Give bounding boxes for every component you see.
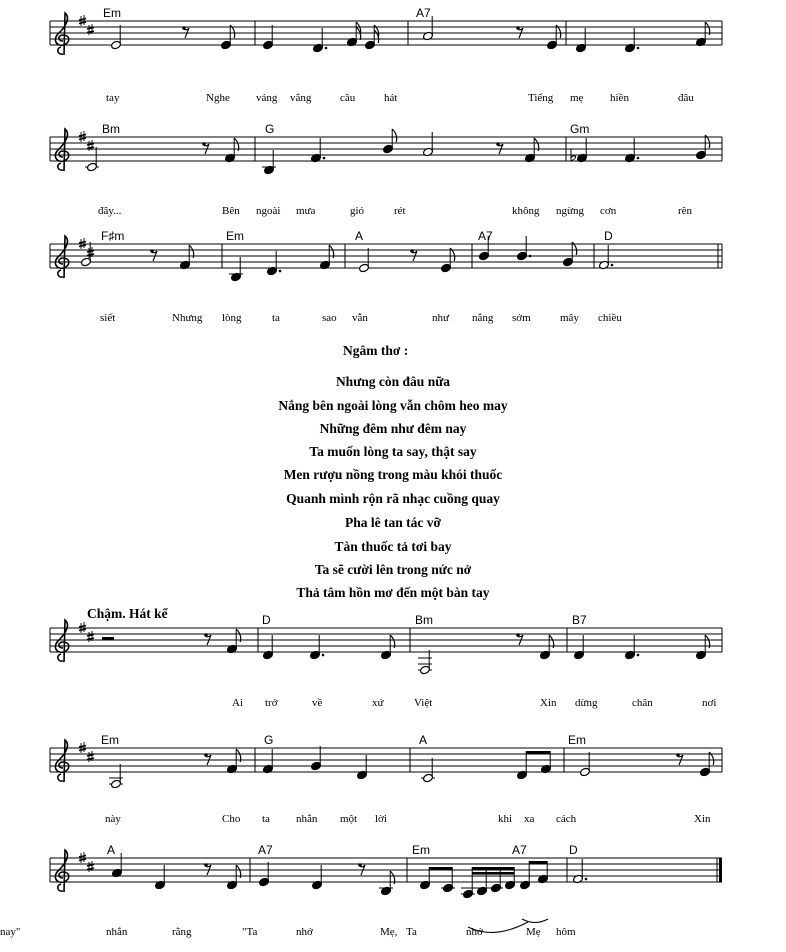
poem-line: Ta muốn lòng ta say, thật say	[309, 444, 477, 459]
poem-line: Nhưng còn đâu nữa	[335, 374, 451, 389]
note	[475, 867, 489, 896]
lyric-syllable: Việt	[414, 697, 433, 709]
eighth-rest	[204, 863, 211, 875]
note	[154, 865, 165, 890]
chord-symbol: Em	[226, 229, 244, 243]
lyric-syllable: rên	[678, 205, 693, 217]
poem-line: Tàn thuốc tả tơi bay	[334, 539, 452, 554]
note	[695, 22, 709, 47]
lyric-syllable: tay	[106, 92, 120, 104]
note	[85, 147, 99, 172]
chord-symbol: D	[262, 613, 271, 627]
note	[579, 752, 590, 777]
lyric-syllable: trở	[265, 697, 278, 709]
lyric-syllable: Cho	[222, 813, 241, 825]
beam	[529, 861, 547, 864]
note	[220, 25, 234, 50]
note	[441, 867, 455, 893]
tempo-marking: Chậm. Hát kể	[87, 606, 168, 621]
lyric-syllable: xứ	[372, 697, 384, 709]
note	[695, 135, 709, 160]
note	[179, 245, 193, 270]
lyric-syllable: Tiếng	[528, 92, 554, 104]
lyric-syllable: dừng	[575, 697, 598, 709]
lyric-syllable: hiền	[610, 92, 629, 104]
lyric-syllable: Xin	[694, 813, 711, 825]
lyric-syllable: sao	[322, 312, 337, 324]
lyric-syllable: lời	[375, 813, 387, 825]
beam	[429, 867, 452, 870]
note	[516, 751, 527, 780]
lyric-syllable: nơi	[702, 697, 717, 709]
staff-system	[50, 733, 722, 825]
note	[382, 129, 396, 154]
chord-symbol: A	[419, 733, 428, 747]
lyric-syllable: ta	[262, 813, 270, 825]
sharp-icon	[79, 238, 86, 249]
lyric-syllable: sớm	[512, 312, 531, 324]
treble-clef-icon	[55, 129, 68, 171]
note	[624, 635, 639, 660]
final-barline	[719, 858, 722, 882]
beam	[472, 867, 514, 870]
treble-clef-icon	[55, 13, 68, 55]
note	[575, 28, 586, 53]
note	[109, 764, 123, 789]
lyric-syllable: chân	[632, 697, 653, 709]
sharp-icon	[79, 742, 86, 753]
lyric-syllable: Nhưng	[172, 312, 203, 324]
lyric-syllable: Xin	[540, 697, 557, 709]
note	[519, 861, 530, 890]
note	[364, 25, 378, 50]
poem-line: Ta sẽ cười lên trong nức nở	[314, 562, 472, 577]
note	[356, 755, 367, 780]
eighth-rest	[516, 26, 523, 38]
poem-line: Nắng bên ngoài lòng vẫn chôm heo may	[278, 398, 508, 413]
chord-symbol: Gm	[570, 122, 590, 136]
eighth-rest	[150, 249, 157, 261]
lyric-syllable: mẹ	[570, 92, 584, 104]
chord-symbol: B7	[572, 613, 587, 627]
lyric-syllable: hát	[384, 92, 398, 104]
note	[346, 22, 360, 47]
note	[262, 635, 273, 660]
chord-symbol: Bm	[415, 613, 433, 627]
chord-symbol: A	[107, 843, 116, 857]
note	[262, 25, 273, 50]
lyric-syllable: Bên	[222, 205, 240, 217]
sharp-icon	[79, 131, 86, 142]
staff-system	[50, 122, 722, 217]
note	[524, 138, 538, 163]
note	[422, 132, 433, 157]
note	[489, 867, 503, 893]
note	[695, 635, 709, 660]
note	[309, 635, 324, 660]
treble-clef-icon	[55, 620, 68, 662]
treble-clef-icon	[55, 850, 68, 892]
lyric-syllable: gió	[350, 205, 365, 217]
eighth-rest	[358, 863, 365, 875]
chord-symbol: Bm	[102, 122, 120, 136]
staff-system	[50, 613, 722, 709]
note	[546, 25, 560, 50]
note	[562, 242, 576, 267]
eighth-rest	[496, 142, 503, 154]
poem-line: Những đêm như đêm nay	[319, 421, 467, 436]
eighth-rest	[202, 142, 209, 154]
lyric-syllable: một	[340, 813, 358, 825]
lyric-syllable: Ai	[232, 697, 243, 709]
chord-symbol: A7	[258, 843, 273, 857]
note	[266, 251, 281, 276]
chord-symbol: Em	[568, 733, 586, 747]
lyric-syllable: này	[105, 813, 121, 825]
eighth-rest	[182, 26, 189, 38]
note	[311, 865, 322, 890]
treble-clef-icon	[55, 740, 68, 782]
lyric-syllable: khi	[498, 813, 513, 825]
sharp-icon	[79, 15, 86, 26]
note	[440, 248, 454, 273]
note	[226, 749, 240, 774]
note	[319, 245, 333, 270]
note	[421, 758, 435, 783]
lyric-syllable: Nghe	[206, 92, 230, 104]
note	[224, 138, 238, 163]
chord-symbol: D	[604, 229, 613, 243]
eighth-rest	[676, 753, 683, 765]
lyric-syllable: câu	[340, 92, 356, 104]
sharp-icon	[79, 852, 86, 863]
treble-clef-icon	[55, 236, 68, 278]
note	[258, 862, 269, 887]
sharp-icon	[79, 622, 86, 633]
chord-symbol: Em	[412, 843, 430, 857]
lyric-syllable: lòng	[222, 312, 242, 324]
note	[229, 257, 243, 282]
eighth-rest	[204, 753, 211, 765]
chord-symbol: A7	[478, 229, 493, 243]
staff-system	[0, 843, 722, 938]
lyric-syllable: không	[512, 205, 540, 217]
lyric-syllable: vảng	[256, 92, 278, 104]
poem-line: Men rượu nồng trong màu khói thuốc	[283, 467, 503, 482]
note	[624, 28, 639, 53]
lyric-syllable: đâu	[678, 92, 694, 104]
eighth-rest	[516, 633, 523, 645]
lyric-syllable: vẫn	[352, 312, 368, 324]
lyric-syllable: nhắn	[296, 813, 318, 825]
chord-symbol: A7	[416, 6, 431, 20]
note	[310, 138, 325, 163]
lyric-syllable: cơn	[600, 205, 617, 217]
note	[624, 138, 639, 163]
note	[572, 859, 587, 884]
chord-symbol: D	[569, 843, 578, 857]
slur	[522, 919, 548, 923]
note	[461, 867, 475, 899]
eighth-rest	[410, 249, 417, 261]
note	[262, 150, 276, 175]
beam	[526, 751, 550, 754]
note	[380, 635, 394, 660]
note	[226, 629, 240, 654]
note	[310, 746, 321, 771]
lyric-syllable: về	[312, 697, 323, 709]
note	[226, 865, 240, 890]
lyric-syllable: Mẹ	[526, 926, 541, 938]
lyric-syllable: cách	[556, 813, 577, 825]
lyric-syllable: nhắn	[106, 926, 128, 938]
lyric-syllable: mây	[560, 312, 579, 324]
lyric-syllable: đây...	[98, 205, 122, 217]
lyric-syllable: rét	[394, 205, 406, 217]
lyric-syllable: chiều	[598, 312, 622, 324]
note	[699, 752, 713, 777]
recitation-heading: Ngâm thơ :	[343, 343, 409, 358]
lyric-syllable: vẳng	[290, 92, 312, 104]
lyric-syllable: ngừng	[556, 205, 584, 217]
lyric-syllable: như	[432, 312, 449, 324]
lyric-syllable: ta	[272, 312, 280, 324]
lyric-syllable: rằng	[172, 926, 192, 938]
eighth-rest	[204, 633, 211, 645]
lyric-syllable: nay"	[0, 926, 21, 938]
lyric-syllable: xa	[524, 813, 535, 825]
note	[110, 25, 121, 50]
chord-symbol: F♯m	[101, 229, 125, 243]
note	[539, 635, 553, 660]
chord-symbol: Em	[101, 733, 119, 747]
lyric-syllable: siết	[100, 312, 116, 324]
chord-symbol: A	[355, 229, 364, 243]
chord-symbol: Em	[103, 6, 121, 20]
poem-line: Quanh mình rộn rã nhạc cuồng quay	[286, 491, 500, 506]
note	[516, 236, 531, 261]
note	[262, 749, 273, 774]
chord-symbol: G	[264, 733, 274, 747]
lyric-syllable: ngoài	[256, 205, 281, 217]
chord-symbol: G	[265, 122, 275, 136]
lyric-syllable: mưa	[296, 205, 316, 217]
note	[379, 871, 395, 896]
staff-system	[50, 229, 722, 324]
note	[358, 248, 369, 273]
half-rest	[102, 637, 114, 640]
note	[312, 28, 327, 53]
note	[418, 650, 432, 675]
beam	[472, 872, 514, 875]
poem-line: Pha lê tan tác vỡ	[345, 515, 441, 530]
lyric-syllable: Mẹ,	[380, 926, 398, 938]
note	[598, 245, 613, 270]
note	[573, 635, 584, 660]
staff-system	[50, 6, 722, 104]
lyric-syllable: nhớ	[466, 926, 483, 938]
poem-line: Thả tâm hồn mơ đến một bàn tay	[296, 585, 490, 600]
lyric-syllable: nhớ	[296, 926, 313, 938]
lyric-syllable: hôm	[556, 926, 576, 938]
lyric-syllable: "Ta	[242, 926, 258, 938]
chord-symbol: A7	[512, 843, 527, 857]
note	[571, 138, 588, 163]
lyric-syllable: nắng	[472, 312, 494, 324]
lyric-syllable: Ta	[406, 926, 417, 938]
